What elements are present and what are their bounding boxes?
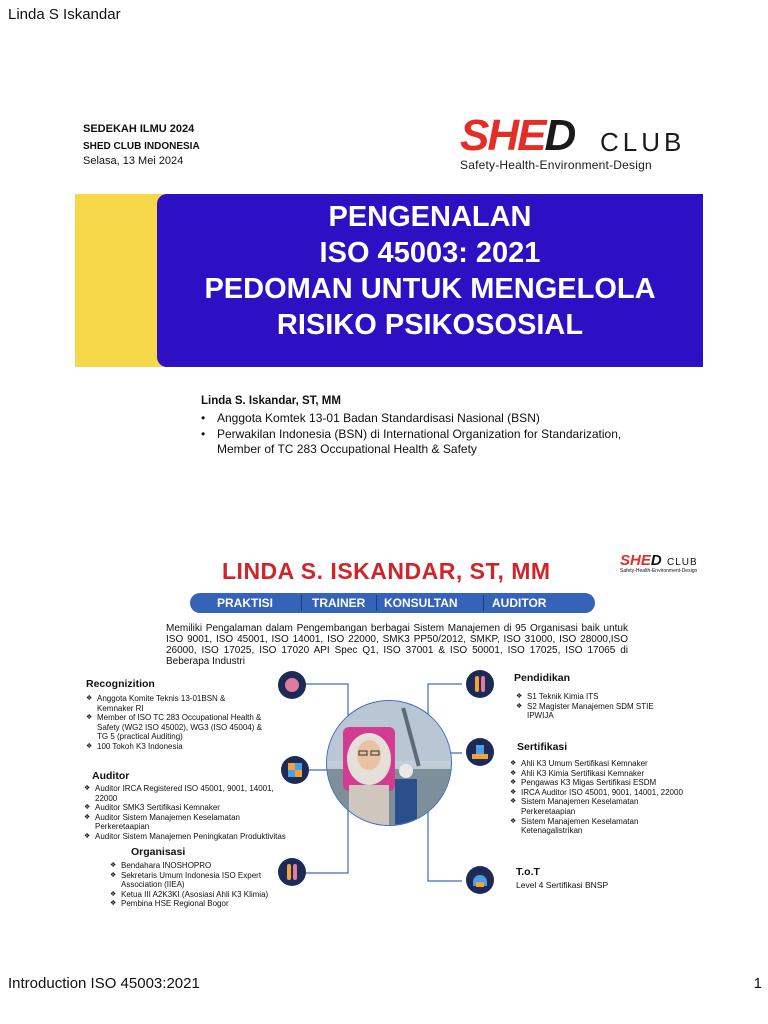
list-item: ❖ Ahli K3 Umum Sertifikasi Kemnaker <box>510 759 690 769</box>
speaker-bullet-continued: Member of TC 283 Occupational Health & Safety <box>217 442 477 456</box>
title-line-4: RISIKO PSIKOSOSIAL <box>276 309 584 341</box>
list-item: ❖ Ahli K3 Kimia Sertifikasi Kemnaker <box>510 769 690 779</box>
sertifikasi-icon <box>466 738 494 766</box>
list-item: ❖ 100 Tokoh K3 Indonesia <box>86 742 264 752</box>
list-item: ❖ Member of ISO TC 283 Occupational Health & Safety (WG2 ISO 45002), WG3 (ISO 45004) & TG 5 (practical Auditing) <box>86 713 264 742</box>
profile-photo <box>326 700 452 826</box>
list-item: ❖ Sistem Manajemen Keselamatan Ketenagalistrikan <box>510 817 690 836</box>
title-line-2: ISO 45003: 2021 <box>319 237 541 269</box>
role-label: PRAKTISI <box>217 596 274 610</box>
role-label: KONSULTAN <box>384 596 458 610</box>
list-item: ❖ S1 Teknik Kimia ITS <box>516 692 666 702</box>
portrait-illustration <box>327 701 451 825</box>
tot-heading: T.o.T <box>516 866 540 878</box>
auditor-heading: Auditor <box>92 770 130 782</box>
list-item: ❖ Sistem Manajemen Keselamatan Perkeretaapian <box>510 797 690 816</box>
shed-club-logo: SHED CLUB Safety-Health-Environment-Design <box>460 111 686 172</box>
organisasi-list <box>110 861 300 909</box>
title-line-3: PEDOMAN UNTUK MENGELOLA <box>204 273 656 305</box>
pendidikan-icon <box>466 670 494 698</box>
event-organizer: SHED CLUB INDONESIA <box>83 141 200 152</box>
speaker-bullet: • Perwakilan Indonesia (BSN) di International Organization for Standarization, <box>201 427 622 441</box>
list-item: ❖ Anggota Komite Teknis 13-01BSN & Kemnaker RI <box>86 694 264 713</box>
recognition-icon <box>278 671 306 699</box>
list-item: ❖ Pembina HSE Regional Bogor <box>110 899 300 909</box>
page-header: Linda S Iskandar <box>8 6 121 23</box>
sertifikasi-list <box>510 759 690 836</box>
page-footer-title: Introduction ISO 45003:2021 <box>8 975 200 992</box>
title-line-1: PENGENALAN <box>328 201 532 233</box>
list-item: ❖ Ketua III A2K3KI (Asosiasi Ahli K3 Klimia) <box>110 890 300 900</box>
list-item: ❖ Auditor Sistem Manajemen Keselamatan Perkeretaapian <box>84 813 294 832</box>
speaker-name: Linda S. Iskandar, ST, MM <box>201 395 341 407</box>
list-item: ❖ Pengawas K3 Migas Sertifikasi ESDM <box>510 778 690 788</box>
pendidikan-list <box>516 692 666 721</box>
pendidikan-heading: Pendidikan <box>514 672 571 684</box>
list-item: ❖ Bendahara INOSHOPRO <box>110 861 300 871</box>
shed-club-logo-small: SHED CLUB Safety-Health-Environment-Design <box>620 552 698 574</box>
tot-text: Level 4 Sertifikasi BNSP <box>516 880 609 890</box>
auditor-icon <box>281 756 309 784</box>
list-item: ❖ Auditor IRCA Registered ISO 45001, 9001, 14001, 22000 <box>84 784 294 803</box>
page-number: 1 <box>753 975 762 992</box>
profile-name: LINDA S. ISKANDAR, ST, MM <box>222 558 551 584</box>
role-label: AUDITOR <box>492 596 547 610</box>
speaker-bullet: • Anggota Komtek 13-01 Badan Standardisasi Nasional (BSN) <box>201 411 540 425</box>
event-date: Selasa, 13 Mei 2024 <box>83 155 184 167</box>
event-title: SEDEKAH ILMU 2024 <box>83 123 195 135</box>
auditor-list <box>84 784 294 842</box>
organisasi-heading: Organisasi <box>131 846 186 858</box>
sertifikasi-heading: Sertifikasi <box>517 741 568 753</box>
recognition-list <box>86 694 264 752</box>
list-item: ❖ Sekretaris Umum Indonesia ISO Expert Association (IIEA) <box>110 871 300 890</box>
list-item: ❖ Auditor SMK3 Sertifikasi Kemnaker <box>84 803 294 813</box>
list-item: ❖ Auditor Sistem Manajemen Peningkatan Produktivitas <box>84 832 294 842</box>
tot-icon <box>466 866 494 894</box>
experience-text: Memiliki Pengalaman dalam Pengembangan berbagai Sistem Manajemen di 95 Organisasi baik untuk ISO 9001, ISO 45001, ISO 14001, ISO 22000, SMK3 PP50/2012, SMKP, ISO 31000, ISO 28000,ISO 26000, ISO 17025, ISO 17020 API Spec Q1, ISO 37001 & ISO 50001, ISO 17025, ISO 17065 di Beberapa Industri <box>166 623 628 667</box>
recognition-heading: Recognizition <box>86 678 155 690</box>
list-item: ❖ S2 Magister Manajemen SDM STIE IPWIJA <box>516 702 666 721</box>
list-item: ❖ IRCA Auditor ISO 45001, 9001, 14001, 22000 <box>510 788 690 798</box>
role-label: TRAINER <box>312 596 366 610</box>
